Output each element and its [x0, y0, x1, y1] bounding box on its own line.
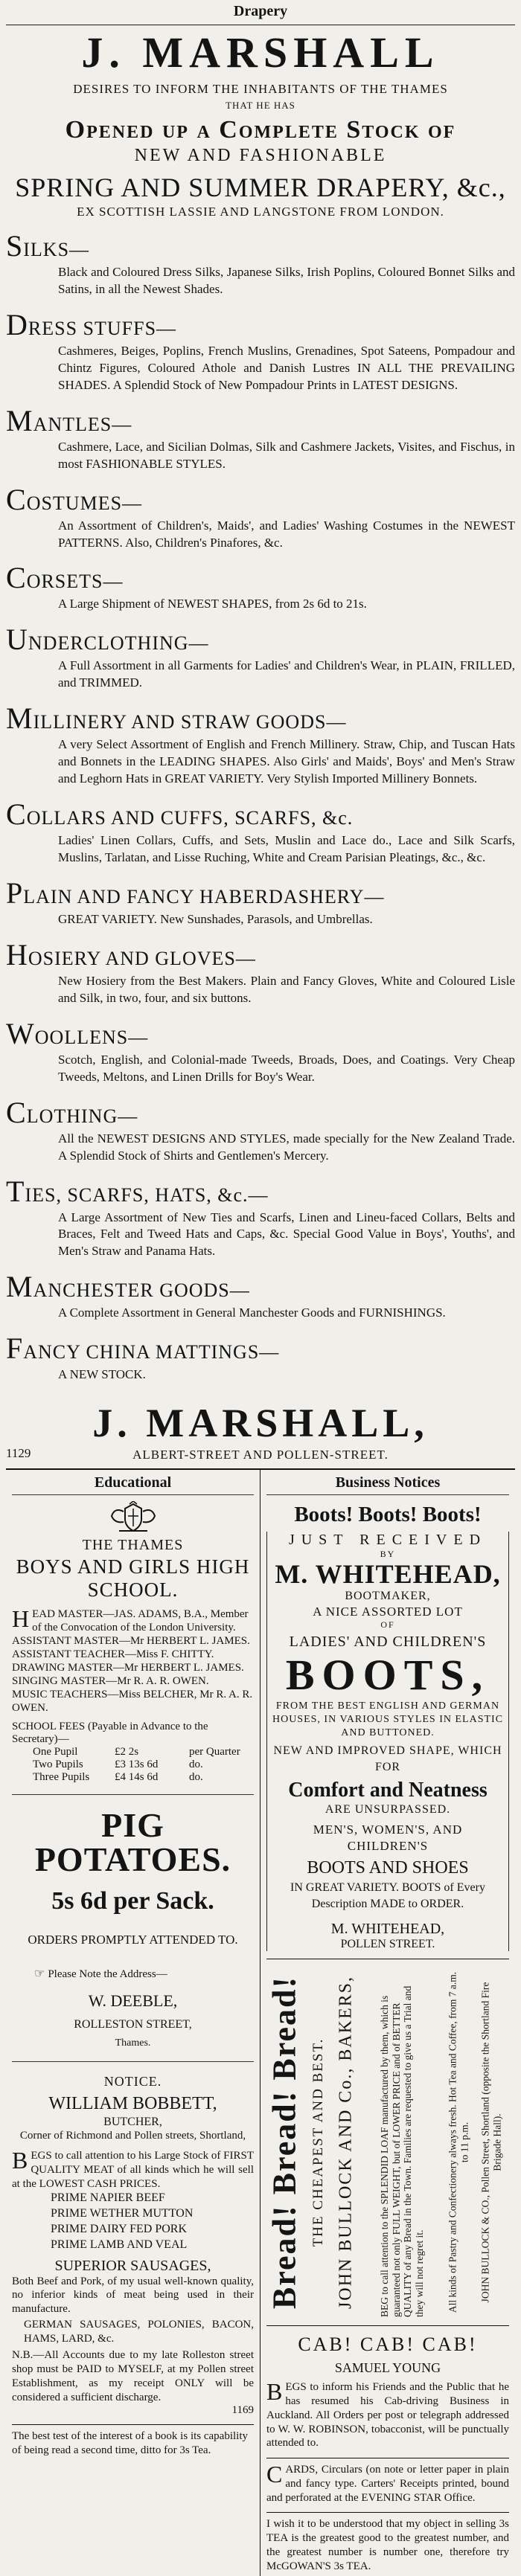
category-desc: A Complete Assortment in General Manchester Goods and FURNISHINGS. [58, 1305, 446, 1320]
category-rest: OLLARS AND CUFFS, SCARFS, &c. [26, 807, 354, 829]
drapery-title: J. MARSHALL [81, 28, 440, 77]
category-cap: T [6, 1174, 25, 1208]
category-rest: LAIN AND FANCY HABERDASHERY— [23, 885, 385, 908]
drapery-category [6, 230, 515, 298]
butcher-name: WILLIAM BOBBETT, [48, 2093, 217, 2113]
boots-of: OF [380, 1619, 395, 1630]
category-desc: Ladies' Linen Collars, Cuffs, and Sets, Muslin and Lace do., Lace and Silk Scarfs, Muslins, Tarlatan, and Lisse Ruching, White and Cream Parisian Pleatings, &c., &c. [58, 833, 515, 864]
section-label-drapery: Drapery [233, 3, 288, 19]
left-column [6, 1470, 260, 2576]
pig-town: Thames. [115, 2037, 151, 2049]
divider [12, 2061, 254, 2062]
boots-big: BOOTS, [285, 1650, 490, 1699]
category-cap: P [6, 876, 24, 910]
category-rest: OOLLENS— [34, 1026, 149, 1048]
drop-cap: H [12, 1605, 30, 1633]
drapery-opened: Opened up a Complete Stock of [65, 116, 456, 144]
bread-bakers: JOHN BULLOCK AND Co., BAKERS, [336, 1976, 356, 2310]
drapery-category [6, 1271, 515, 1322]
drapery-new-fashionable: NEW AND FASHIONABLE [134, 146, 387, 165]
boots-comfort: Comfort and Neatness [288, 1778, 488, 1802]
boots-assorted: A NICE ASSORTED LOT [313, 1604, 463, 1619]
pig-orders: ORDERS PROMPTLY ATTENDED TO. [28, 1933, 238, 1947]
fee-row [12, 1746, 254, 1758]
drop-cap: C [266, 2461, 283, 2488]
category-desc: A NEW STOCK. [58, 1367, 146, 1382]
category-cap: C [6, 1095, 27, 1129]
school-fees-title: SCHOOL FEES (Payable in Advance to the Secretary)— [12, 1721, 208, 1746]
category-desc: A Large Shipment of NEWEST SHAPES, from 2s 6d to 21s. [58, 597, 367, 611]
staff-line: SINGING MASTER—Mr R. A. R. OWEN. [12, 1675, 209, 1688]
pig-name: W. DEEBLE, [88, 1991, 178, 2010]
category-desc: Black and Coloured Dress Silks, Japanese Silks, Irish Poplins, Coloured Bonnet Silks and Satins, in all the Newest Shades. [58, 265, 515, 296]
fee-amount: £4 14s 6d [115, 1771, 159, 1784]
fee-amount: £3 13s 6d [115, 1758, 159, 1771]
pig-note [12, 1966, 254, 1981]
butcher-notice: NOTICE. [103, 2073, 162, 2089]
bread-title: Bread! Bread! Bread! [266, 1976, 303, 2310]
cab-body [266, 2380, 509, 2450]
cab-body-text: EGS to inform his Friends and the Public that he has resumed his Cab-driving Business in Auckland. All Orders per post or telegraph addressed to W. W. ROBINSON, tobacconist, will be punctually attended to. [266, 2381, 509, 2450]
coat-of-arms-icon [107, 1501, 159, 1534]
butcher-sausages-text: Both Beef and Pork, of my usual well-known quality, no inferior kinds of meat being used in their manufacture. [12, 2275, 254, 2316]
staff-lines [12, 1607, 254, 1715]
school-fee-table [12, 1746, 254, 1784]
school-staff [12, 1607, 254, 1715]
bread-body-2: All kinds of Pastry and Confectionery always fresh. Hot Tea and Coffee, from 7 a.m. to 11 p.m. [447, 1972, 470, 2313]
butcher-body [12, 2149, 254, 2191]
staff-line: MUSIC TEACHERS—Miss BELCHER, Mr R. A. R. OWEN. [12, 1689, 253, 1715]
category-cap: M [6, 1270, 33, 1304]
drapery-category [6, 1018, 515, 1086]
section-label-educational: Educational [12, 1473, 254, 1495]
boots-ladies: LADIES' AND CHILDREN'S [289, 1633, 487, 1650]
drapery-category [6, 623, 515, 692]
school-line-1: THE THAMES [82, 1537, 184, 1554]
pig-note-text: Please Note the Address— [48, 1968, 167, 1980]
drapery-subtitle: DESIRES TO INFORM THE INHABITANTS OF THE THAMES [73, 82, 448, 96]
school-ad [12, 1501, 254, 1784]
category-title [6, 562, 515, 594]
boots-frame [266, 1532, 509, 1951]
category-title [6, 484, 515, 516]
category-desc: A Large Assortment of New Ties and Scarfs, Linen and Lineu-faced Collars, Belts and Braces, Felt and Tweed Hats and Caps, &c. Special Good Value in Boys', Youths', and Men's Straw and Panama Hats. [58, 1210, 515, 1259]
category-cap: D [6, 307, 28, 341]
category-title [6, 1332, 515, 1365]
boots-name: M. WHITEHEAD, [275, 1559, 501, 1590]
category-rest: ORSETS— [26, 571, 124, 593]
butcher-nb: N.B.—All Accounts due to my late Rolleston street shop must be PAID to MYSELF, at my Pollen street Establishment, as my receipt ONLY will be considered a sufficient discharge. [12, 2349, 254, 2403]
drapery-spring: SPRING AND SUMMER DRAPERY, &c., [15, 173, 506, 202]
category-title [6, 1018, 515, 1050]
fee-per: do. [189, 1758, 203, 1771]
bread-cheapest: THE CHEAPEST AND BEST. [310, 2037, 326, 2247]
section-label-business: Business Notices [266, 1473, 509, 1495]
drapery-category [6, 1096, 515, 1165]
drapery-category [6, 939, 515, 1007]
bread-ad [266, 1959, 509, 2326]
category-title [6, 623, 515, 656]
category-rest: RESS STUFFS— [28, 317, 177, 339]
category-rest: ANCY CHINA MATTINGS— [23, 1341, 280, 1364]
boots-from: FROM THE BEST ENGLISH AND GERMAN HOUSES, IN VARIOUS STYLES IN ELASTIC AND BUTTONED. [272, 1700, 504, 1739]
prime-item: PRIME NAPIER BEEF [51, 2191, 165, 2205]
fee-per: do. [189, 1771, 203, 1784]
boots-new-shape: NEW AND IMPROVED SHAPE, WHICH FOR [273, 1744, 502, 1773]
category-cap: U [6, 623, 28, 657]
category-desc: Scotch, English, and Colonial-made Tweeds, Broads, Does, and Coatings. Very Cheap Tweeds, Meltons, and Linen Drills for Boy's Wear. [58, 1052, 515, 1084]
fee-who: Three Pupils [33, 1771, 90, 1784]
butcher-address: Corner of Richmond and Pollen streets, Shortland, [19, 2129, 246, 2142]
staff-line: ASSISTANT MASTER—Mr HERBERT L. JAMES. [12, 1635, 250, 1648]
drapery-category [6, 562, 515, 613]
category-desc: New Hosiery from the Best Makers. Plain and Fancy Gloves, White and Coloured Lisle and Silk, in two, four, and six buttons. [58, 973, 515, 1005]
staff-line: ASSISTANT TEACHER—Miss F. CHITTY. [12, 1648, 214, 1661]
drapery-category [6, 877, 515, 928]
category-rest: LOTHING— [26, 1105, 138, 1127]
tea-ad: I wish it to be understood that my object in selling 3s TEA is the greatest good to the greatest number, and the greatest number is number one, therefore try McGOWAN'S 3s TEA. [266, 2512, 509, 2573]
drop-cap: B [266, 2378, 283, 2406]
pig-price: 5s 6d per Sack. [51, 1887, 214, 1915]
category-desc: Cashmere, Lace, and Sicilian Dolmas, Silk and Cashmere Jackets, Visites, and Fischus, in most FASHIONABLE STYLES. [58, 439, 515, 471]
drapery-subtitle-2: THAT HE HAS [226, 100, 295, 111]
butcher-number: 1169 [231, 2404, 254, 2417]
category-rest: ILKS— [23, 239, 90, 260]
boots-unsurpassed: ARE UNSURPASSED. [325, 1802, 451, 1816]
category-rest: ANCHESTER GOODS— [33, 1279, 250, 1302]
drapery-footer-number: 1129 [6, 1446, 31, 1461]
bread-body: BEG to call attention to the SPLENDID LOAF manufactured by them, which is guaranteed not only FULL WEIGHT, but of LOWER PRICE and of BETTER QUALITY of any Bread in the Town. Families are requested to give us a Trial and they will not regret it. [378, 1986, 425, 2318]
category-title [6, 702, 515, 735]
bread-col-6 [476, 1959, 506, 2325]
boots-footer-name: M. WHITEHEAD, [330, 1921, 445, 1938]
fee-row [12, 1758, 254, 1771]
category-title [6, 1175, 515, 1208]
fee-amount: £2 2s [115, 1746, 139, 1758]
boots-by: BY [380, 1549, 396, 1560]
cards-body: ARDS, Circulars (on note or letter paper in plain and fancy type. Carters' Receipts printed, bound and perforated at the EVENING STAR Office. [266, 2464, 509, 2504]
boots-mens: MEN'S, WOMEN'S, AND CHILDREN'S [313, 1822, 463, 1854]
category-desc: GREAT VARIETY. New Sunshades, Parasols, and Umbrellas. [58, 911, 373, 926]
category-cap: C [6, 561, 27, 595]
drapery-footer [6, 1400, 515, 1462]
category-title [6, 877, 515, 910]
drapery-category [6, 1332, 515, 1384]
category-desc: A Full Assortment in all Garments for Ladies' and Children's Wear, in PLAIN, FRILLED, and TRIMMED. [58, 658, 515, 690]
fee-who: One Pupil [33, 1746, 78, 1758]
category-desc: All the NEWEST DESIGNS AND STYLES, made specially for the New Zealand Trade. A Splendid Stock of Shirts and Gentlemen's Mercery. [58, 1131, 515, 1163]
fee-row [12, 1771, 254, 1784]
book-test-note: The best test of the interest of a book is its capability of being read a second time, ditto for 3s Tea. [12, 2424, 254, 2458]
pig-potatoes-ad [12, 1808, 254, 2049]
category-title [6, 1096, 515, 1129]
boots-and-shoes: BOOTS AND SHOES [307, 1857, 469, 1878]
fee-per: per Quarter [189, 1746, 240, 1758]
bread-col-3 [333, 1959, 359, 2325]
bread-col-2 [308, 1959, 329, 2325]
cab-title: CAB! CAB! CAB! [298, 2334, 478, 2356]
right-column [260, 1470, 515, 2576]
pig-street: ROLLESTON STREET, [74, 2017, 192, 2031]
butcher-trade: BUTCHER, [103, 2115, 162, 2128]
butcher-ad [12, 2074, 254, 2418]
drapery-category [6, 798, 515, 867]
drapery-ex-ships: EX SCOTTISH LASSIE AND LANGSTONE FROM LONDON. [77, 205, 444, 219]
drapery-category [6, 484, 515, 552]
drapery-footer-address: ALBERT-STREET AND POLLEN-STREET. [132, 1448, 389, 1462]
boots-variety: IN GREAT VARIETY. BOOTS of Every Description MADE to ORDER. [290, 1881, 485, 1910]
category-rest: OSTUMES— [26, 492, 143, 514]
drapery-category [6, 1175, 515, 1261]
category-rest: NDERCLOTHING— [28, 632, 209, 655]
butcher-body-text: EGS to call attention to his Large Stock of FIRST QUALITY MEAT of all kinds which he will sell at the LOWEST CASH PRICES. [12, 2150, 254, 2190]
fee-who: Two Pupils [33, 1758, 83, 1771]
pig-title: PIG POTATOES. [34, 1806, 231, 1879]
cab-ad [266, 2334, 509, 2450]
category-cap: W [6, 1016, 35, 1050]
category-title [6, 1271, 515, 1303]
staff-line: DRAWING MASTER—Mr HERBERT L. JAMES. [12, 1662, 244, 1674]
butcher-prime-list [12, 2191, 254, 2252]
category-cap: C [6, 482, 27, 516]
category-title [6, 939, 515, 971]
category-cap: M [6, 403, 33, 437]
bread-col-4 [363, 1959, 441, 2325]
boots-footer-street: POLLEN STREET. [340, 1938, 435, 1951]
drapery-footer-name: J. MARSHALL, [92, 1401, 429, 1446]
prime-item: PRIME WETHER MUTTON [51, 2207, 194, 2220]
bread-col-1 [266, 1959, 303, 2325]
boots-ad [266, 1503, 509, 1951]
bread-col-5 [444, 1959, 473, 2325]
category-desc: An Assortment of Children's, Maids', and Ladies' Washing Costumes in the NEWEST PATTERNS. Also, Children's Pinafores, &c. [58, 518, 515, 550]
category-cap: H [6, 937, 28, 971]
cab-name: SAMUEL YOUNG [334, 2360, 441, 2376]
category-title [6, 405, 515, 437]
category-title [6, 798, 515, 831]
bread-footer: JOHN BULLOCK & CO., Pollen Street, Shortland (opposite the Shortland Fire Brigade Hall). [479, 1982, 502, 2303]
school-line-3: SCHOOL. [87, 1578, 179, 1602]
drapery-category-list [6, 230, 515, 1384]
prime-item: PRIME LAMB AND VEAL [51, 2238, 188, 2251]
category-cap: C [6, 797, 27, 832]
staff-line: EAD MASTER—JAS. ADAMS, B.A., Member of the Convocation of the London University. [32, 1608, 249, 1634]
category-desc: Cashmeres, Beiges, Poplins, French Muslins, Grenadines, Spot Sateens, Pompadour and Chintz Figures, Coloured Athole and Danish Lustres IN ALL THE PREVAILING SHADES. A Splendid Stock of New Pompadour Prints in LATEST DESIGNS. [58, 343, 515, 392]
category-desc: A very Select Assortment of English and French Millinery. Straw, Chip, and Tuscan Hats and Bonnets in the LEADING SHAPES. Also Girls' and Maids', Boys' and Men's Straw and Leghorn Hats in GREAT VARIETY. Very Stylish Imported Millinery Bonnets. [58, 737, 515, 786]
boots-title: Boots! Boots! Boots! [294, 1503, 482, 1527]
category-rest: ANTLES— [33, 413, 132, 435]
school-line-2: BOYS AND GIRLS HIGH [16, 1555, 250, 1578]
cards-ad [266, 2458, 509, 2505]
category-title [6, 309, 515, 341]
boots-just-received: JUST RECEIVED [288, 1532, 488, 1549]
prime-item: PRIME DAIRY FED PORK [51, 2223, 187, 2236]
butcher-sausages-title: SUPERIOR SAUSAGES, [54, 2257, 211, 2274]
boots-trade: BOOTMAKER, [345, 1589, 431, 1602]
drapery-category [6, 405, 515, 473]
drapery-category [6, 702, 515, 788]
two-column-section [6, 1468, 515, 2576]
pointing-hand-icon: ☞ [34, 1967, 45, 1980]
category-cap: S [6, 229, 24, 263]
category-rest: OSIERY AND GLOVES— [28, 947, 256, 969]
category-title [6, 230, 515, 263]
category-rest: IES, SCARFS, HATS, &c.— [25, 1183, 269, 1206]
drop-cap: B [12, 2147, 28, 2174]
category-cap: F [6, 1332, 24, 1366]
butcher-german: GERMAN SAUSAGES, POLONIES, BACON, HAMS, LARD, &c. [24, 2318, 254, 2345]
divider [12, 1794, 254, 1795]
category-rest: ILLINERY AND STRAW GOODS— [33, 711, 347, 733]
drapery-category [6, 309, 515, 394]
category-cap: M [6, 701, 33, 736]
